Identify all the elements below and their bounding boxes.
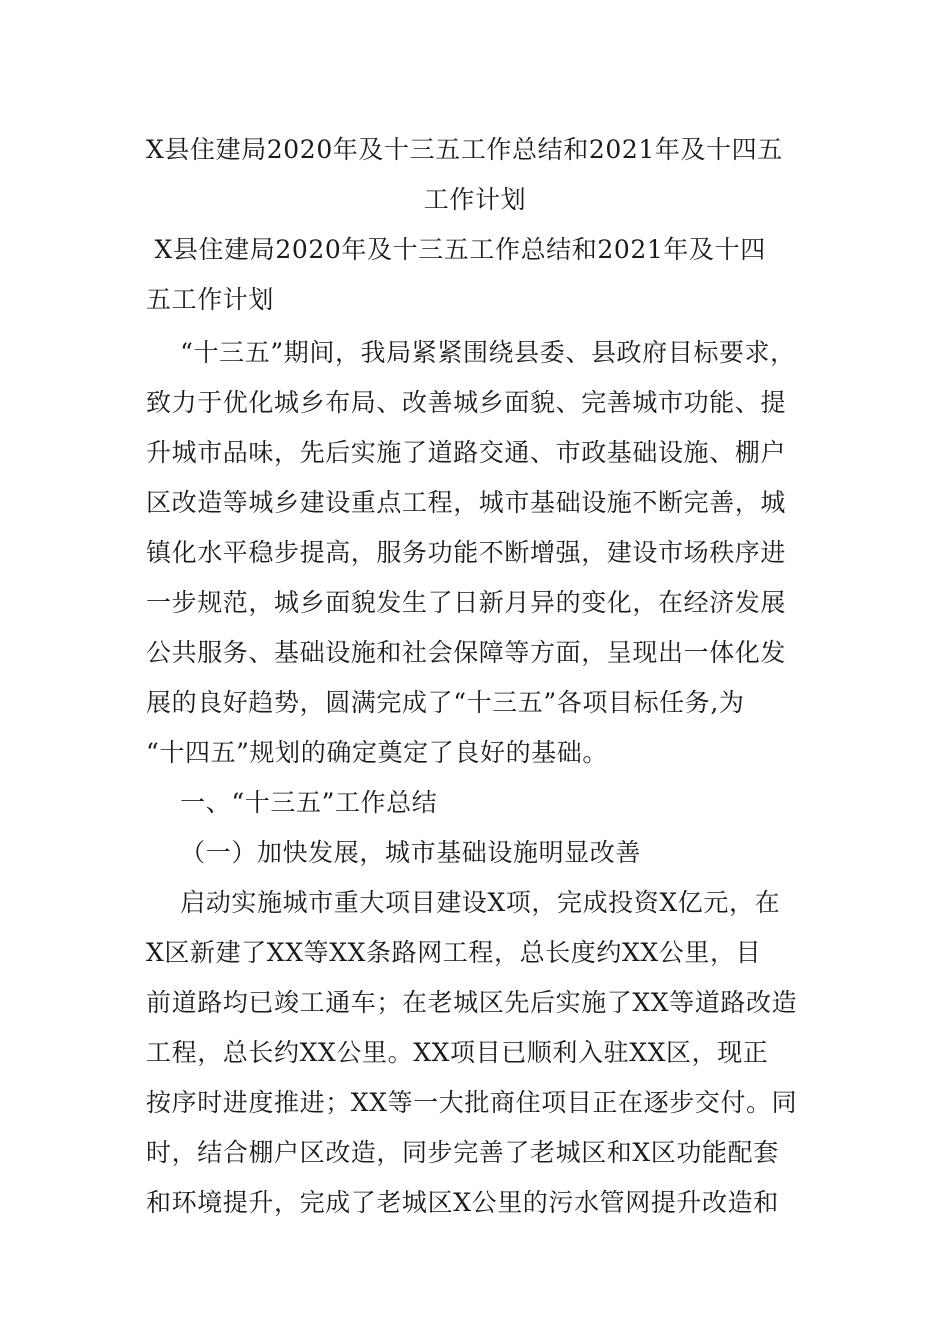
body-line: 和环境提升，完成了老城区X公里的污水管网提升改造和	[146, 1188, 779, 1217]
document-title-line-1: X县住建局2020年及十三五工作总结和2021年及十四五	[146, 135, 783, 164]
body-line: 公共服务、基础设施和社会保障等方面，呈现出一体化发	[146, 638, 787, 667]
body-line: “十三五”期间，我局紧紧围绕县委、县政府目标要求，	[146, 338, 796, 367]
document-subtitle-line-1: X县住建局2020年及十三五工作总结和2021年及十四	[146, 235, 766, 264]
body-line: 工程，总长约XX公里。XX项目已顺利入驻XX区，现正	[146, 1038, 769, 1067]
body-line: 前道路均已竣工通车；在老城区先后实施了XX等道路改造	[146, 988, 798, 1017]
body-line: 时，结合棚户区改造，同步完善了老城区和X区功能配套	[146, 1138, 779, 1167]
document-title-line-2: 工作计划	[423, 185, 527, 214]
body-line: 按序时进度推进；XX等一大批商住项目正在逐步交付。同	[146, 1088, 798, 1117]
subsection-heading: （一）加快发展，城市基础设施明显改善	[146, 838, 641, 867]
section-heading: 一、“十三五”工作总结	[146, 788, 438, 817]
body-line: 致力于优化城乡布局、改善城乡面貌、完善城市功能、提	[146, 388, 787, 417]
body-line: “十四五”规划的确定奠定了良好的基础。	[146, 738, 608, 767]
body-line: 一步规范，城乡面貌发生了日新月异的变化，在经济发展	[146, 588, 787, 617]
body-line: 启动实施城市重大项目建设X项，完成投资X亿元，在	[146, 888, 781, 917]
body-line: 升城市品味，先后实施了道路交通、市政基础设施、棚户	[146, 438, 787, 467]
body-line: 区改造等城乡建设重点工程，城市基础设施不断完善，城	[146, 488, 787, 517]
document-subtitle-line-2: 五工作计划	[146, 285, 275, 314]
body-line: X区新建了XX等XX条路网工程，总长度约XX公里，目	[146, 938, 762, 967]
body-line: 展的良好趋势，圆满完成了“十三五”各项目标任务,为	[146, 688, 745, 717]
body-line: 镇化水平稳步提高，服务功能不断增强，建设市场秩序进	[146, 538, 787, 567]
